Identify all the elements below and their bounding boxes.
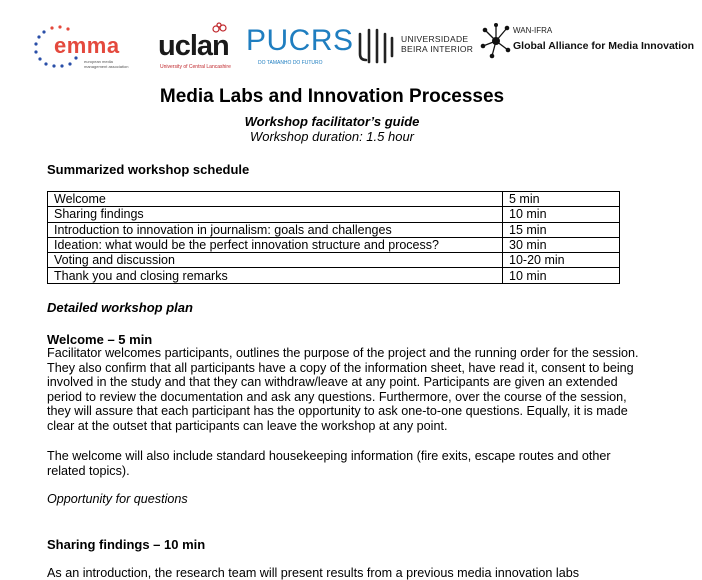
table-row xyxy=(48,268,620,283)
schedule-time-cell: 10 min xyxy=(503,268,620,283)
emma-logo-text: emma xyxy=(54,33,120,58)
emma-logo xyxy=(30,22,140,74)
emma-logo-subtitle: european media management association xyxy=(84,59,129,69)
welcome-heading: Welcome – 5 min xyxy=(47,332,153,347)
ubi-mark-icon xyxy=(356,26,396,68)
schedule-time-cell: 10 min xyxy=(503,207,620,222)
schedule-time-cell: 10-20 min xyxy=(503,253,620,268)
table-row xyxy=(48,222,620,237)
ubi-logo-text: UNIVERSIDADE BEIRA INTERIOR xyxy=(401,34,474,54)
schedule-topic-cell: Sharing findings xyxy=(48,207,503,222)
schedule-topic-cell: Ideation: what would be the perfect innovation structure and process? xyxy=(48,237,503,252)
workshop-duration: Workshop duration: 1.5 hour xyxy=(249,129,415,144)
housekeeping-paragraph: The welcome will also include standard housekeeping information (fire exits, escape routes and other related topics). xyxy=(47,449,611,478)
schedule-time-cell: 30 min xyxy=(503,237,620,252)
pucrs-logo xyxy=(246,24,354,70)
table-row xyxy=(48,192,620,207)
schedule-time-cell: 5 min xyxy=(503,192,620,207)
wan-ifra-logo-text: Global Alliance for Media Innovation xyxy=(513,40,695,52)
wan-ifra-logo xyxy=(480,22,695,62)
document-subtitle: Workshop facilitator’s guide xyxy=(244,114,420,129)
document-title: Media Labs and Innovation Processes xyxy=(159,86,505,107)
detailed-plan-heading: Detailed workshop plan xyxy=(47,300,193,315)
sharing-heading: Sharing findings – 10 min xyxy=(47,537,206,552)
pucrs-logo-subtitle: DO TAMANHO DO FUTURO xyxy=(258,60,323,66)
logo-bar xyxy=(0,0,702,80)
schedule-heading: Summarized workshop schedule xyxy=(47,162,250,177)
welcome-paragraph: Facilitator welcomes participants, outlines the purpose of the project and the running order for the session. They also confirm that all participants have a copy of the information sheet, have read it, consent to being involved in the study and that they can withdraw/leave at any point. Participants are given an extended period to review the documentation and ask any questions. Furthermore, over the course of the session, they will assure that each participant has the opportunity to ask one-to-one questions. Equally, it is made clear at the outset that participants can leave the workshop at any point. xyxy=(47,346,639,433)
uclan-logo-text: uclan xyxy=(158,30,229,62)
ubi-logo xyxy=(356,26,474,68)
table-row xyxy=(48,237,620,252)
pucrs-logo-text: PUCRS xyxy=(246,24,354,57)
wan-ifra-org-text: WAN-IFRA xyxy=(513,26,553,35)
uclan-logo-subtitle: University of Central Lancashire xyxy=(160,64,231,70)
schedule-table xyxy=(47,191,620,284)
uclan-logo xyxy=(158,24,238,70)
schedule-time-cell: 15 min xyxy=(503,222,620,237)
schedule-topic-cell: Thank you and closing remarks xyxy=(48,268,503,283)
schedule-topic-cell: Introduction to innovation in journalism: goals and challenges xyxy=(48,222,503,237)
schedule-topic-cell: Welcome xyxy=(48,192,503,207)
wan-ifra-network-icon xyxy=(480,22,512,60)
questions-note: Opportunity for questions xyxy=(47,492,188,506)
table-row xyxy=(48,253,620,268)
schedule-topic-cell: Voting and discussion xyxy=(48,253,503,268)
table-row xyxy=(48,207,620,222)
sharing-paragraph: As an introduction, the research team will present results from a previous media innovation labs xyxy=(47,566,579,580)
